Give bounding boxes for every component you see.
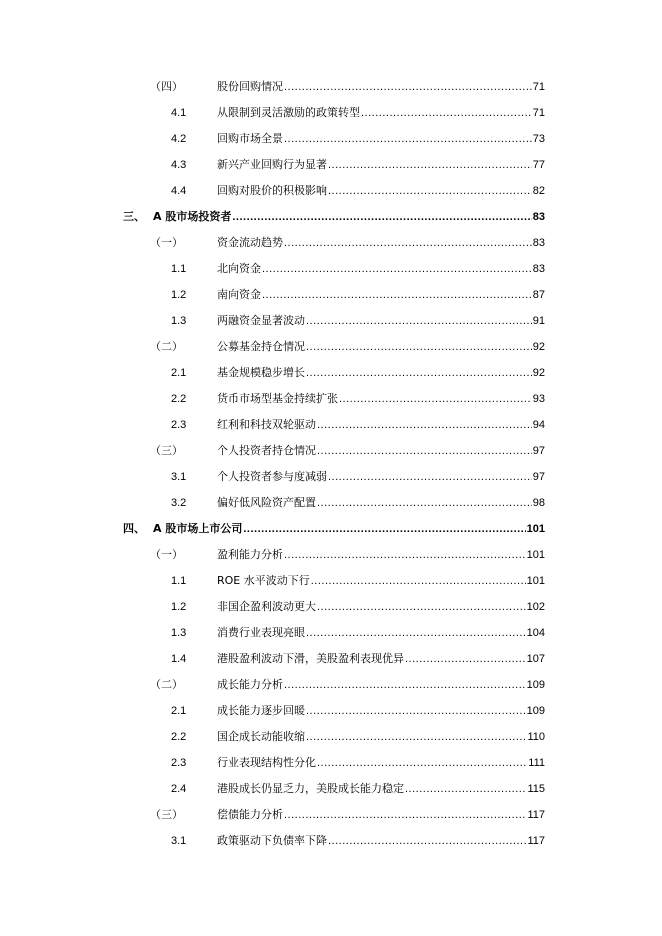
toc-number: 2.4 [171,783,187,795]
toc-number: （四） [150,80,183,93]
dot-leader [317,412,532,438]
toc-page-number: 87 [532,289,545,301]
toc-item-row[interactable] [0,100,662,126]
toc-title: 货币市场型基金持续扩张 [217,392,338,405]
toc-title: 偏好低风险资产配置 [217,496,316,509]
toc-entry [217,256,545,282]
toc-subsection-row[interactable] [0,542,662,568]
toc-number: （二） [150,678,183,691]
dot-leader [262,256,532,282]
toc-entry [217,360,545,386]
dot-leader [284,802,526,828]
toc-title: 消费行业表现亮眼 [217,626,305,639]
toc-number: 1.2 [171,601,187,613]
toc-page-number: 101 [526,523,545,535]
toc-page-number: 93 [532,393,545,405]
toc-entry [217,412,545,438]
dot-leader [306,360,532,386]
toc-number: （一） [150,548,183,561]
toc-entry [217,828,545,854]
dot-leader [306,724,526,750]
toc-number: 3.1 [171,835,187,847]
dot-leader [284,672,526,698]
toc-section-row[interactable] [0,516,662,542]
toc-subsection-row[interactable] [0,74,662,100]
toc-item-row[interactable] [0,360,662,386]
toc-entry [217,100,545,126]
toc-number: （三） [150,808,183,821]
toc-item-row[interactable] [0,698,662,724]
toc-item-row[interactable] [0,828,662,854]
dot-leader [306,334,532,360]
dot-leader [284,126,532,152]
toc-number: 1.4 [171,653,187,665]
toc-page-number: 73 [532,133,545,145]
dot-leader [328,152,532,178]
dot-leader [311,568,526,594]
toc-number: 3.2 [171,497,187,509]
toc-number: 2.3 [171,757,187,769]
toc-page-number: 83 [532,237,545,249]
dot-leader [328,464,532,490]
toc-entry [217,620,545,646]
toc-title: 政策驱动下负债率下降 [217,834,327,847]
toc-number: 四、 [123,522,145,535]
toc-page-number: 115 [527,783,545,795]
dot-leader [306,620,526,646]
toc-subsection-row[interactable] [0,438,662,464]
toc-number: 4.2 [171,133,187,145]
toc-page-number: 71 [532,81,545,93]
toc-entry [217,74,545,100]
toc-item-row[interactable] [0,256,662,282]
toc-page-number: 101 [526,575,545,587]
toc-item-row[interactable] [0,152,662,178]
toc-title: 新兴产业回购行为显著 [217,158,327,171]
toc-entry [217,386,545,412]
toc-subsection-row[interactable] [0,672,662,698]
toc-item-row[interactable] [0,776,662,802]
toc-page-number: 102 [526,601,545,613]
toc-number: 4.4 [171,185,187,197]
toc-number: 2.2 [171,393,187,405]
toc-number: （二） [150,340,183,353]
toc-entry [217,152,545,178]
toc-item-row[interactable] [0,178,662,204]
table-of-contents [0,74,662,854]
toc-entry [217,464,545,490]
toc-title: A 股市场上市公司 [153,522,243,535]
toc-page-number: 104 [526,627,545,639]
toc-number: 1.2 [171,289,187,301]
toc-number: 2.2 [171,731,187,743]
toc-title: ROE 水平波动下行 [217,574,310,587]
dot-leader [317,490,532,516]
dot-leader [284,230,532,256]
toc-number: 1.3 [171,315,187,327]
toc-page-number: 110 [527,731,545,743]
toc-page-number: 107 [526,653,545,665]
toc-entry [217,568,545,594]
toc-page-number: 92 [532,341,545,353]
toc-item-row[interactable] [0,750,662,776]
dot-leader [339,386,532,412]
toc-item-row[interactable] [0,594,662,620]
toc-title: A 股市场投资者 [153,210,232,223]
toc-page-number: 109 [526,679,545,691]
toc-title: 行业表现结构性分化 [217,756,316,769]
toc-entry [217,698,545,724]
toc-entry [217,672,545,698]
toc-entry [217,230,545,256]
toc-title: 非国企盈利波动更大 [217,600,316,613]
dot-leader [328,178,532,204]
toc-entry [217,308,545,334]
toc-entry [217,750,545,776]
toc-entry [217,594,545,620]
toc-title: 红利和科技双轮驱动 [217,418,316,431]
toc-title: 回购市场全景 [217,132,283,145]
toc-title: 国企成长动能收缩 [217,730,305,743]
dot-leader [284,542,526,568]
toc-number: 4.3 [171,159,187,171]
toc-entry [217,542,545,568]
toc-entry [217,126,545,152]
dot-leader [243,516,525,542]
toc-number: 2.1 [171,367,187,379]
toc-entry [153,516,545,542]
toc-title: 从限制到灵活激励的政策转型 [217,106,360,119]
dot-leader [317,750,527,776]
toc-page-number: 91 [532,315,545,327]
toc-number: 1.1 [171,575,187,587]
toc-page-number: 101 [526,549,545,561]
toc-title: 回购对股价的积极影响 [217,184,327,197]
toc-item-row[interactable] [0,282,662,308]
toc-number: 3.1 [171,471,187,483]
toc-subsection-row[interactable] [0,334,662,360]
toc-title: 偿债能力分析 [217,808,283,821]
toc-item-row[interactable] [0,568,662,594]
toc-entry [217,724,545,750]
toc-item-row[interactable] [0,412,662,438]
toc-number: （一） [150,236,183,249]
toc-title: 股份回购情况 [217,80,283,93]
toc-page-number: 117 [527,835,545,847]
dot-leader [317,594,526,620]
toc-entry [217,178,545,204]
toc-page-number: 83 [532,263,545,275]
toc-page-number: 77 [532,159,545,171]
toc-item-row[interactable] [0,386,662,412]
toc-number: 1.3 [171,627,187,639]
toc-item-row[interactable] [0,126,662,152]
dot-leader [405,776,526,802]
toc-title: 盈利能力分析 [217,548,283,561]
toc-title: 港股盈利波动下滑，美股盈利表现优异 [217,652,404,665]
toc-number: 4.1 [171,107,187,119]
toc-title: 北向资金 [217,262,261,275]
toc-item-row[interactable] [0,724,662,750]
toc-title: 成长能力逐步回暖 [217,704,305,717]
toc-page-number: 83 [532,211,545,223]
dot-leader [284,74,532,100]
toc-entry [153,204,545,230]
toc-number: （三） [150,444,183,457]
dot-leader [306,698,526,724]
toc-item-row[interactable] [0,620,662,646]
toc-title: 两融资金显著波动 [217,314,305,327]
dot-leader [232,204,531,230]
toc-entry [217,438,545,464]
toc-title: 资金流动趋势 [217,236,283,249]
toc-number: 2.1 [171,705,187,717]
toc-page-number: 71 [532,107,545,119]
dot-leader [405,646,526,672]
toc-item-row[interactable] [0,490,662,516]
toc-section-row[interactable] [0,204,662,230]
dot-leader [306,308,532,334]
dot-leader [328,828,526,854]
toc-title: 个人投资者持仓情况 [217,444,316,457]
toc-item-row[interactable] [0,308,662,334]
toc-title: 成长能力分析 [217,678,283,691]
toc-entry [217,490,545,516]
toc-page-number: 82 [532,185,545,197]
toc-page-number: 92 [532,367,545,379]
toc-page-number: 111 [528,757,545,769]
toc-title: 基金规模稳步增长 [217,366,305,379]
toc-entry [217,646,545,672]
toc-entry [217,802,545,828]
toc-page-number: 97 [532,445,545,457]
toc-number: 2.3 [171,419,187,431]
toc-entry [217,282,545,308]
dot-leader [262,282,532,308]
toc-page-number: 94 [532,419,545,431]
toc-title: 个人投资者参与度减弱 [217,470,327,483]
toc-entry [217,776,545,802]
toc-number: 三、 [123,210,145,223]
dot-leader [361,100,532,126]
toc-page-number: 97 [532,471,545,483]
toc-entry [217,334,545,360]
toc-number: 1.1 [171,263,187,275]
toc-item-row[interactable] [0,646,662,672]
toc-subsection-row[interactable] [0,802,662,828]
toc-title: 公募基金持仓情况 [217,340,305,353]
dot-leader [317,438,532,464]
toc-page-number: 109 [526,705,545,717]
toc-page-number: 117 [527,809,545,821]
toc-page-number: 98 [532,497,545,509]
toc-item-row[interactable] [0,464,662,490]
toc-subsection-row[interactable] [0,230,662,256]
toc-title: 港股成长仍显乏力，美股成长能力稳定 [217,782,404,795]
toc-title: 南向资金 [217,288,261,301]
